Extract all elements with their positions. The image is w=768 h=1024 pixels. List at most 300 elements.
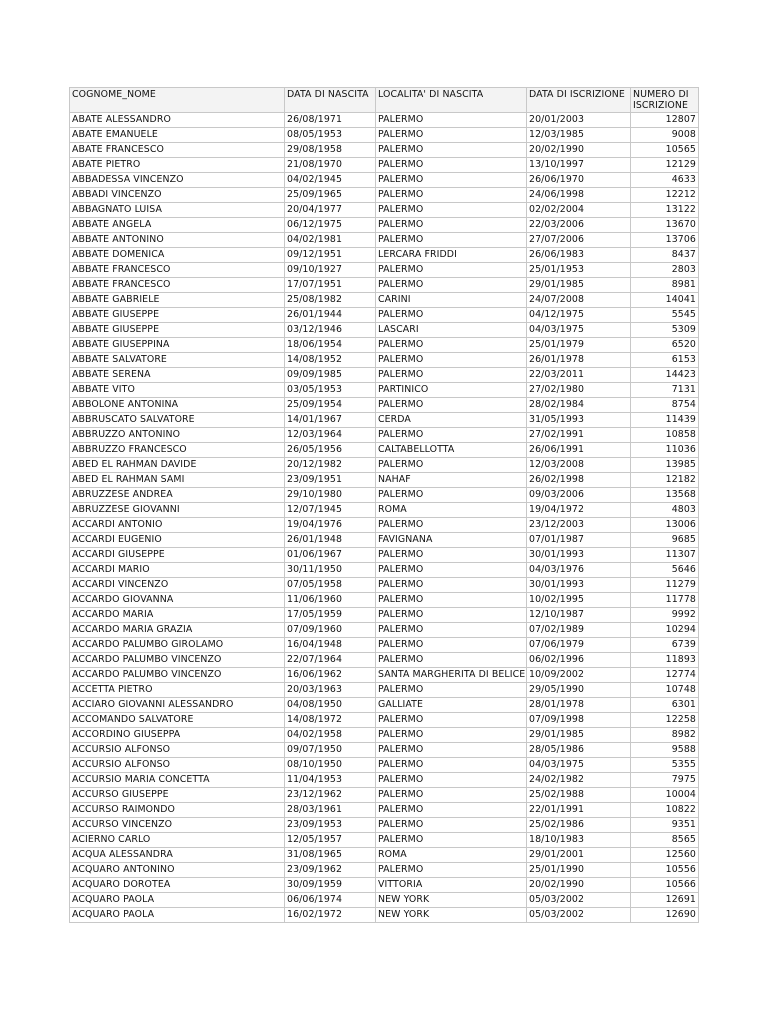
cell-birth-place: PALERMO — [376, 128, 527, 143]
cell-birth-date: 09/07/1950 — [285, 743, 376, 758]
cell-birth-place: PALERMO — [376, 743, 527, 758]
cell-registration-date: 19/04/1972 — [527, 503, 631, 518]
cell-birth-place: PALERMO — [376, 803, 527, 818]
cell-birth-date: 25/08/1982 — [285, 293, 376, 308]
table-row — [70, 383, 699, 398]
cell-name: ACQUA ALESSANDRA — [70, 848, 285, 863]
cell-registration-number: 10556 — [631, 863, 699, 878]
cell-name: ACCARDI GIUSEPPE — [70, 548, 285, 563]
table-row — [70, 353, 699, 368]
cell-name: ABRUZZESE ANDREA — [70, 488, 285, 503]
cell-registration-date: 04/12/1975 — [527, 308, 631, 323]
cell-registration-number: 9008 — [631, 128, 699, 143]
cell-birth-place: NAHAF — [376, 473, 527, 488]
table-row — [70, 398, 699, 413]
cell-name: ACCURSO VINCENZO — [70, 818, 285, 833]
cell-name: ACCARDI VINCENZO — [70, 578, 285, 593]
cell-registration-date: 12/03/2008 — [527, 458, 631, 473]
cell-registration-number: 13122 — [631, 203, 699, 218]
cell-registration-number: 13985 — [631, 458, 699, 473]
cell-birth-place: PALERMO — [376, 518, 527, 533]
cell-registration-number: 5646 — [631, 563, 699, 578]
table-row — [70, 308, 699, 323]
cell-registration-date: 07/06/1979 — [527, 638, 631, 653]
cell-name: ACQUARO ANTONINO — [70, 863, 285, 878]
cell-registration-number: 10566 — [631, 878, 699, 893]
cell-name: ACCURSIO ALFONSO — [70, 758, 285, 773]
table-row — [70, 623, 699, 638]
cell-name: ABED EL RAHMAN DAVIDE — [70, 458, 285, 473]
cell-registration-number: 11778 — [631, 593, 699, 608]
cell-registration-number: 13568 — [631, 488, 699, 503]
cell-birth-place: PALERMO — [376, 308, 527, 323]
cell-registration-number: 13006 — [631, 518, 699, 533]
cell-name: ABBADESSA VINCENZO — [70, 173, 285, 188]
cell-registration-date: 23/12/2003 — [527, 518, 631, 533]
cell-registration-number: 10004 — [631, 788, 699, 803]
header-registration-number: NUMERO DI ISCRIZIONE — [631, 88, 699, 113]
cell-birth-place: PALERMO — [376, 203, 527, 218]
cell-birth-date: 06/12/1975 — [285, 218, 376, 233]
cell-registration-date: 20/02/1990 — [527, 878, 631, 893]
cell-registration-date: 25/02/1988 — [527, 788, 631, 803]
cell-birth-place: PALERMO — [376, 428, 527, 443]
registry-table — [69, 87, 699, 923]
cell-registration-number: 8754 — [631, 398, 699, 413]
table-row — [70, 518, 699, 533]
cell-name: ABBOLONE ANTONINA — [70, 398, 285, 413]
table-row — [70, 683, 699, 698]
cell-registration-number: 5355 — [631, 758, 699, 773]
cell-name: ABBATE GIUSEPPE — [70, 323, 285, 338]
cell-registration-number: 5545 — [631, 308, 699, 323]
cell-registration-number: 11036 — [631, 443, 699, 458]
cell-name: ABATE EMANUELE — [70, 128, 285, 143]
cell-birth-date: 16/02/1972 — [285, 908, 376, 923]
cell-birth-place: PALERMO — [376, 788, 527, 803]
table-row — [70, 908, 699, 923]
table-row — [70, 818, 699, 833]
cell-birth-place: PARTINICO — [376, 383, 527, 398]
cell-birth-date: 14/08/1952 — [285, 353, 376, 368]
table-row — [70, 578, 699, 593]
cell-name: ABED EL RAHMAN SAMI — [70, 473, 285, 488]
table-row — [70, 893, 699, 908]
cell-registration-date: 05/03/2002 — [527, 893, 631, 908]
cell-registration-date: 28/05/1986 — [527, 743, 631, 758]
cell-birth-place: PALERMO — [376, 728, 527, 743]
cell-name: ABBATE FRANCESCO — [70, 278, 285, 293]
cell-registration-date: 24/02/1982 — [527, 773, 631, 788]
cell-registration-date: 07/09/1998 — [527, 713, 631, 728]
cell-name: ACCARDI EUGENIO — [70, 533, 285, 548]
cell-registration-date: 24/07/2008 — [527, 293, 631, 308]
table-row — [70, 143, 699, 158]
cell-registration-number: 7131 — [631, 383, 699, 398]
cell-registration-number: 6153 — [631, 353, 699, 368]
cell-registration-date: 22/01/1991 — [527, 803, 631, 818]
cell-registration-date: 28/01/1978 — [527, 698, 631, 713]
cell-registration-date: 25/02/1986 — [527, 818, 631, 833]
cell-birth-date: 11/06/1960 — [285, 593, 376, 608]
table-row — [70, 548, 699, 563]
cell-registration-number: 4803 — [631, 503, 699, 518]
cell-registration-date: 26/01/1978 — [527, 353, 631, 368]
table-row — [70, 323, 699, 338]
cell-registration-date: 31/05/1993 — [527, 413, 631, 428]
cell-birth-date: 23/09/1951 — [285, 473, 376, 488]
cell-birth-date: 04/02/1958 — [285, 728, 376, 743]
cell-registration-date: 12/10/1987 — [527, 608, 631, 623]
cell-birth-date: 26/01/1944 — [285, 308, 376, 323]
cell-registration-number: 9992 — [631, 608, 699, 623]
cell-birth-place: CERDA — [376, 413, 527, 428]
cell-name: ABBATE SERENA — [70, 368, 285, 383]
cell-birth-place: ROMA — [376, 848, 527, 863]
cell-registration-number: 13706 — [631, 233, 699, 248]
cell-birth-date: 04/08/1950 — [285, 698, 376, 713]
cell-registration-number: 11279 — [631, 578, 699, 593]
cell-birth-date: 29/10/1980 — [285, 488, 376, 503]
cell-birth-date: 07/09/1960 — [285, 623, 376, 638]
cell-name: ACIERNO CARLO — [70, 833, 285, 848]
cell-birth-date: 01/06/1967 — [285, 548, 376, 563]
cell-registration-date: 30/01/1993 — [527, 548, 631, 563]
cell-registration-number: 4633 — [631, 173, 699, 188]
cell-birth-place: PALERMO — [376, 338, 527, 353]
cell-registration-number: 14423 — [631, 368, 699, 383]
cell-registration-date: 27/02/1980 — [527, 383, 631, 398]
cell-registration-number: 9351 — [631, 818, 699, 833]
cell-birth-date: 06/06/1974 — [285, 893, 376, 908]
cell-name: ABBAGNATO LUISA — [70, 203, 285, 218]
cell-birth-date: 08/10/1950 — [285, 758, 376, 773]
cell-birth-date: 12/05/1957 — [285, 833, 376, 848]
cell-registration-number: 12129 — [631, 158, 699, 173]
cell-birth-place: PALERMO — [376, 458, 527, 473]
table-row — [70, 368, 699, 383]
cell-name: ACCARDO GIOVANNA — [70, 593, 285, 608]
cell-birth-date: 16/06/1962 — [285, 668, 376, 683]
cell-birth-place: PALERMO — [376, 578, 527, 593]
cell-registration-date: 26/06/1991 — [527, 443, 631, 458]
cell-name: ACCOMANDO SALVATORE — [70, 713, 285, 728]
header-name: COGNOME_NOME — [70, 88, 285, 113]
cell-name: ACCURSIO ALFONSO — [70, 743, 285, 758]
cell-name: ACCARDO PALUMBO VINCENZO — [70, 653, 285, 668]
table-row — [70, 218, 699, 233]
cell-birth-place: PALERMO — [376, 113, 527, 128]
cell-birth-place: FAVIGNANA — [376, 533, 527, 548]
cell-name: ABATE ALESSANDRO — [70, 113, 285, 128]
cell-name: ACCURSIO MARIA CONCETTA — [70, 773, 285, 788]
table-row — [70, 728, 699, 743]
cell-birth-date: 23/09/1953 — [285, 818, 376, 833]
cell-registration-date: 20/02/1990 — [527, 143, 631, 158]
cell-name: ACQUARO PAOLA — [70, 908, 285, 923]
cell-registration-date: 02/02/2004 — [527, 203, 631, 218]
cell-registration-date: 22/03/2006 — [527, 218, 631, 233]
cell-birth-date: 26/08/1971 — [285, 113, 376, 128]
cell-name: ACCARDO MARIA GRAZIA — [70, 623, 285, 638]
cell-registration-number: 2803 — [631, 263, 699, 278]
cell-birth-place: PALERMO — [376, 488, 527, 503]
cell-registration-number: 12182 — [631, 473, 699, 488]
cell-name: ABBATE ANTONINO — [70, 233, 285, 248]
table-row — [70, 773, 699, 788]
cell-birth-place: PALERMO — [376, 218, 527, 233]
cell-registration-date: 26/02/1998 — [527, 473, 631, 488]
cell-birth-place: PALERMO — [376, 758, 527, 773]
cell-birth-date: 26/01/1948 — [285, 533, 376, 548]
cell-birth-date: 28/03/1961 — [285, 803, 376, 818]
cell-birth-place: NEW YORK — [376, 908, 527, 923]
cell-registration-number: 10748 — [631, 683, 699, 698]
cell-birth-place: PALERMO — [376, 563, 527, 578]
cell-name: ABBATE GIUSEPPINA — [70, 338, 285, 353]
cell-name: ABBRUZZO ANTONINO — [70, 428, 285, 443]
cell-birth-date: 09/10/1927 — [285, 263, 376, 278]
cell-birth-place: PALERMO — [376, 818, 527, 833]
cell-registration-number: 12212 — [631, 188, 699, 203]
cell-registration-date: 12/03/1985 — [527, 128, 631, 143]
cell-birth-date: 04/02/1945 — [285, 173, 376, 188]
cell-birth-place: PALERMO — [376, 353, 527, 368]
cell-name: ABATE FRANCESCO — [70, 143, 285, 158]
cell-registration-date: 29/05/1990 — [527, 683, 631, 698]
cell-name: ACCARDO MARIA — [70, 608, 285, 623]
cell-name: ABBATE ANGELA — [70, 218, 285, 233]
cell-registration-number: 12560 — [631, 848, 699, 863]
cell-registration-number: 11439 — [631, 413, 699, 428]
cell-birth-place: PALERMO — [376, 143, 527, 158]
cell-registration-number: 8437 — [631, 248, 699, 263]
header-registration-date: DATA DI ISCRIZIONE — [527, 88, 631, 113]
table-row — [70, 878, 699, 893]
cell-birth-date: 09/12/1951 — [285, 248, 376, 263]
cell-birth-place: PALERMO — [376, 158, 527, 173]
table-row — [70, 263, 699, 278]
table-row — [70, 803, 699, 818]
cell-registration-number: 7975 — [631, 773, 699, 788]
table-row — [70, 248, 699, 263]
cell-registration-date: 06/02/1996 — [527, 653, 631, 668]
table-row — [70, 713, 699, 728]
cell-birth-date: 16/04/1948 — [285, 638, 376, 653]
cell-registration-number: 10822 — [631, 803, 699, 818]
cell-registration-number: 11307 — [631, 548, 699, 563]
cell-birth-place: PALERMO — [376, 638, 527, 653]
cell-name: ABATE PIETRO — [70, 158, 285, 173]
header-row — [70, 88, 699, 113]
cell-registration-number: 10294 — [631, 623, 699, 638]
cell-birth-place: PALERMO — [376, 173, 527, 188]
cell-birth-place: PALERMO — [376, 368, 527, 383]
cell-birth-date: 22/07/1964 — [285, 653, 376, 668]
cell-birth-place: VITTORIA — [376, 878, 527, 893]
cell-birth-date: 17/05/1959 — [285, 608, 376, 623]
table-row — [70, 413, 699, 428]
cell-registration-number: 11893 — [631, 653, 699, 668]
table-row — [70, 293, 699, 308]
cell-birth-place: SANTA MARGHERITA DI BELICE — [376, 668, 527, 683]
cell-name: ACCARDO PALUMBO GIROLAMO — [70, 638, 285, 653]
cell-registration-date: 10/09/2002 — [527, 668, 631, 683]
cell-birth-place: PALERMO — [376, 233, 527, 248]
cell-birth-date: 11/04/1953 — [285, 773, 376, 788]
cell-birth-date: 30/09/1959 — [285, 878, 376, 893]
table-body — [70, 113, 699, 923]
cell-birth-place: CALTABELLOTTA — [376, 443, 527, 458]
header-birth-date: DATA DI NASCITA — [285, 88, 376, 113]
cell-birth-date: 18/06/1954 — [285, 338, 376, 353]
cell-registration-number: 5309 — [631, 323, 699, 338]
cell-birth-date: 12/03/1964 — [285, 428, 376, 443]
cell-registration-date: 25/01/1990 — [527, 863, 631, 878]
cell-registration-date: 24/06/1998 — [527, 188, 631, 203]
table-row — [70, 113, 699, 128]
cell-birth-date: 19/04/1976 — [285, 518, 376, 533]
cell-registration-number: 9588 — [631, 743, 699, 758]
cell-registration-date: 05/03/2002 — [527, 908, 631, 923]
cell-registration-date: 30/01/1993 — [527, 578, 631, 593]
table-row — [70, 158, 699, 173]
cell-name: ACCIARO GIOVANNI ALESSANDRO — [70, 698, 285, 713]
cell-registration-date: 26/06/1983 — [527, 248, 631, 263]
cell-birth-date: 26/05/1956 — [285, 443, 376, 458]
cell-birth-date: 30/11/1950 — [285, 563, 376, 578]
cell-birth-place: GALLIATE — [376, 698, 527, 713]
cell-birth-date: 23/12/1962 — [285, 788, 376, 803]
table-row — [70, 698, 699, 713]
cell-name: ABBATE FRANCESCO — [70, 263, 285, 278]
cell-name: ACCARDI MARIO — [70, 563, 285, 578]
table-row — [70, 563, 699, 578]
cell-registration-number: 8981 — [631, 278, 699, 293]
cell-registration-number: 9685 — [631, 533, 699, 548]
cell-registration-date: 04/03/1975 — [527, 323, 631, 338]
cell-registration-date: 29/01/1985 — [527, 728, 631, 743]
cell-birth-place: PALERMO — [376, 188, 527, 203]
cell-birth-date: 08/05/1953 — [285, 128, 376, 143]
table-row — [70, 188, 699, 203]
cell-registration-number: 8982 — [631, 728, 699, 743]
cell-birth-place: CARINI — [376, 293, 527, 308]
cell-name: ACCETTA PIETRO — [70, 683, 285, 698]
cell-birth-place: PALERMO — [376, 593, 527, 608]
cell-registration-date: 27/07/2006 — [527, 233, 631, 248]
cell-birth-date: 09/09/1985 — [285, 368, 376, 383]
cell-birth-date: 14/08/1972 — [285, 713, 376, 728]
cell-name: ABBATE SALVATORE — [70, 353, 285, 368]
cell-birth-place: NEW YORK — [376, 893, 527, 908]
cell-registration-number: 12774 — [631, 668, 699, 683]
cell-birth-date: 23/09/1962 — [285, 863, 376, 878]
cell-registration-number: 12691 — [631, 893, 699, 908]
table-row — [70, 758, 699, 773]
cell-birth-place: PALERMO — [376, 278, 527, 293]
table-row — [70, 653, 699, 668]
table-row — [70, 638, 699, 653]
cell-registration-date: 18/10/1983 — [527, 833, 631, 848]
cell-registration-number: 6739 — [631, 638, 699, 653]
cell-registration-number: 10858 — [631, 428, 699, 443]
cell-birth-place: PALERMO — [376, 398, 527, 413]
cell-name: ABBATE GABRIELE — [70, 293, 285, 308]
cell-birth-date: 20/03/1963 — [285, 683, 376, 698]
cell-name: ACCORDINO GIUSEPPA — [70, 728, 285, 743]
cell-birth-date: 31/08/1965 — [285, 848, 376, 863]
cell-registration-date: 27/02/1991 — [527, 428, 631, 443]
cell-registration-number: 14041 — [631, 293, 699, 308]
cell-registration-date: 04/03/1976 — [527, 563, 631, 578]
cell-birth-place: PALERMO — [376, 713, 527, 728]
cell-name: ACCARDO PALUMBO VINCENZO — [70, 668, 285, 683]
cell-birth-place: PALERMO — [376, 608, 527, 623]
cell-birth-place: PALERMO — [376, 548, 527, 563]
table-row — [70, 278, 699, 293]
cell-registration-number: 6301 — [631, 698, 699, 713]
cell-name: ABBATE VITO — [70, 383, 285, 398]
table-row — [70, 533, 699, 548]
cell-name: ABRUZZESE GIOVANNI — [70, 503, 285, 518]
cell-birth-place: PALERMO — [376, 263, 527, 278]
cell-registration-date: 25/01/1979 — [527, 338, 631, 353]
table-row — [70, 593, 699, 608]
cell-birth-date: 25/09/1965 — [285, 188, 376, 203]
cell-registration-number: 12807 — [631, 113, 699, 128]
table-row — [70, 443, 699, 458]
cell-registration-date: 28/02/1984 — [527, 398, 631, 413]
table-row — [70, 503, 699, 518]
table-row — [70, 458, 699, 473]
table-row — [70, 173, 699, 188]
cell-birth-place: LASCARI — [376, 323, 527, 338]
table-row — [70, 203, 699, 218]
cell-birth-place: PALERMO — [376, 623, 527, 638]
cell-registration-date: 07/02/1989 — [527, 623, 631, 638]
cell-birth-date: 04/02/1981 — [285, 233, 376, 248]
cell-name: ACCURSO RAIMONDO — [70, 803, 285, 818]
cell-birth-place: LERCARA FRIDDI — [376, 248, 527, 263]
header-birth-place: LOCALITA' DI NASCITA — [376, 88, 527, 113]
cell-registration-date: 13/10/1997 — [527, 158, 631, 173]
cell-name: ACQUARO PAOLA — [70, 893, 285, 908]
cell-registration-number: 8565 — [631, 833, 699, 848]
table-row — [70, 128, 699, 143]
cell-birth-date: 25/09/1954 — [285, 398, 376, 413]
table-row — [70, 833, 699, 848]
cell-birth-place: ROMA — [376, 503, 527, 518]
cell-birth-place: PALERMO — [376, 863, 527, 878]
cell-registration-date: 29/01/2001 — [527, 848, 631, 863]
cell-name: ABBATE GIUSEPPE — [70, 308, 285, 323]
table-row — [70, 863, 699, 878]
cell-birth-date: 21/08/1970 — [285, 158, 376, 173]
cell-registration-date: 07/01/1987 — [527, 533, 631, 548]
table-row — [70, 848, 699, 863]
cell-name: ABBRUSCATO SALVATORE — [70, 413, 285, 428]
cell-birth-date: 03/05/1953 — [285, 383, 376, 398]
cell-name: ABBADI VINCENZO — [70, 188, 285, 203]
cell-registration-date: 25/01/1953 — [527, 263, 631, 278]
table-row — [70, 473, 699, 488]
table-row — [70, 338, 699, 353]
cell-registration-number: 12258 — [631, 713, 699, 728]
cell-registration-date: 20/01/2003 — [527, 113, 631, 128]
cell-registration-number: 10565 — [631, 143, 699, 158]
table-row — [70, 788, 699, 803]
